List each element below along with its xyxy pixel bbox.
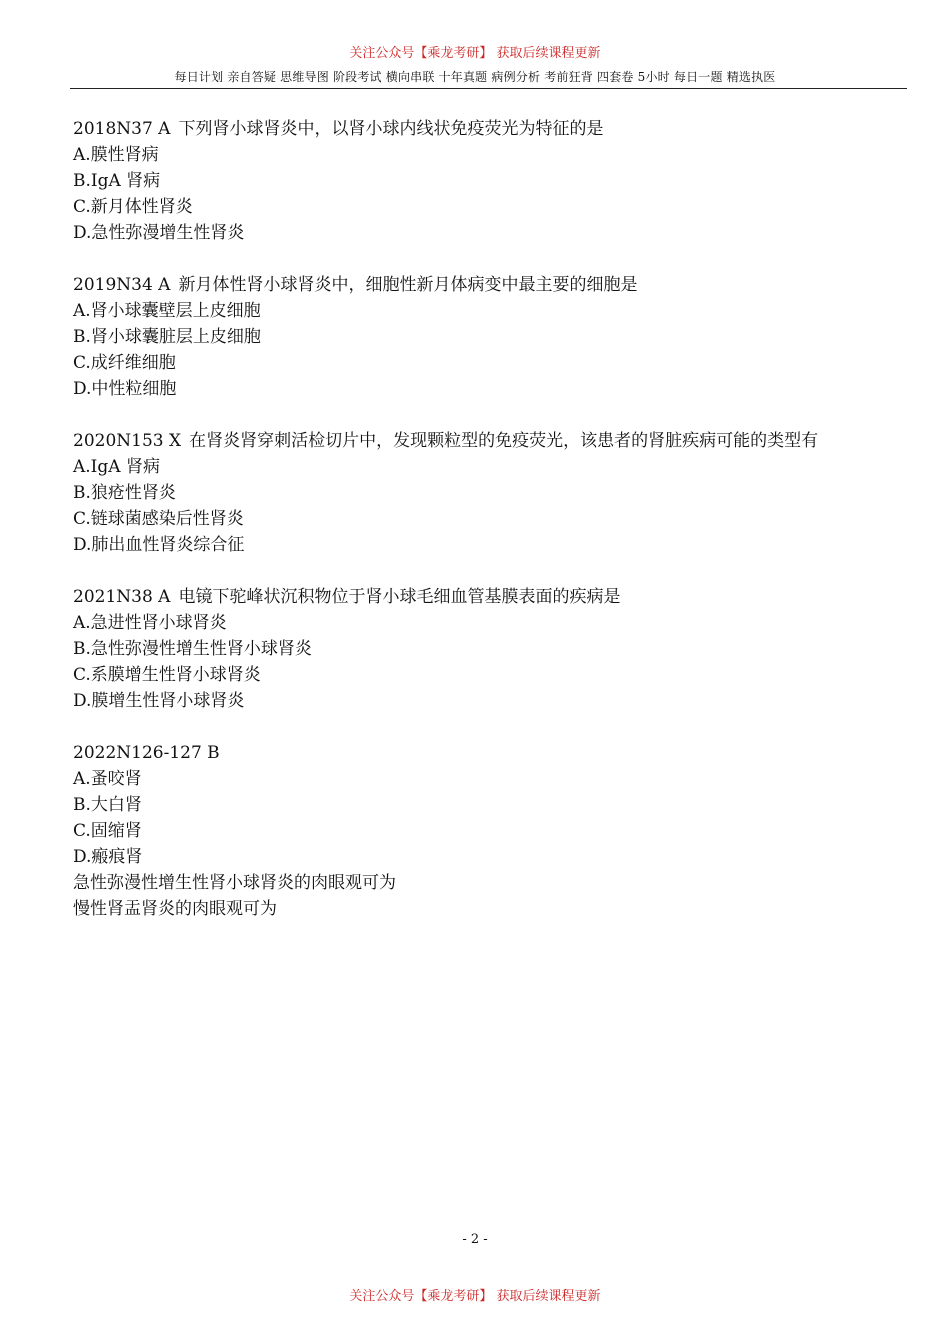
question-text: 电镜下驼峰状沉积物位于肾小球毛细血管基膜表面的疾病是 bbox=[178, 587, 621, 607]
question-code: 2018N37 A bbox=[73, 119, 171, 139]
question-block bbox=[73, 116, 903, 246]
question-stem bbox=[73, 584, 903, 610]
question-text: 新月体性肾小球肾炎中，细胞性新月体病变中最主要的细胞是 bbox=[178, 275, 638, 295]
question-block bbox=[73, 584, 903, 714]
answer-option: A.IgA 肾病 bbox=[73, 457, 160, 477]
page-number: - 2 - bbox=[462, 1232, 488, 1247]
question-stem bbox=[73, 428, 903, 454]
answer-option: A.急进性肾小球肾炎 bbox=[73, 613, 227, 633]
answer-option: B.急性弥漫性增生性肾小球肾炎 bbox=[73, 639, 312, 659]
answer-option: B.肾小球囊脏层上皮细胞 bbox=[73, 327, 261, 347]
question-stem bbox=[73, 272, 903, 298]
question-code: 2020N153 X bbox=[73, 431, 182, 451]
top-promo-banner: 关注公众号【乘龙考研】 获取后续课程更新 bbox=[349, 46, 601, 61]
answer-option: D.肺出血性肾炎综合征 bbox=[73, 535, 245, 555]
question-block bbox=[73, 428, 903, 558]
bottom-promo-banner: 关注公众号【乘龙考研】 获取后续课程更新 bbox=[349, 1289, 601, 1304]
answer-option: A.肾小球囊壁层上皮细胞 bbox=[73, 301, 261, 321]
answer-option: D.急性弥漫增生性肾炎 bbox=[73, 223, 245, 243]
header-divider bbox=[70, 88, 907, 89]
sub-question-text: 急性弥漫性增生性肾小球肾炎的肉眼观可为 bbox=[73, 873, 396, 893]
sub-question-text: 慢性肾盂肾炎的肉眼观可为 bbox=[73, 899, 277, 919]
question-list bbox=[73, 116, 903, 948]
question-stem bbox=[73, 116, 903, 142]
answer-option: D.膜增生性肾小球肾炎 bbox=[73, 691, 245, 711]
answer-option: B.大白肾 bbox=[73, 795, 142, 815]
answer-option: D.中性粒细胞 bbox=[73, 379, 177, 399]
answer-option: C.系膜增生性肾小球肾炎 bbox=[73, 665, 261, 685]
answer-option: C.新月体性肾炎 bbox=[73, 197, 193, 217]
question-text: 下列肾小球肾炎中，以肾小球内线状免疫荧光为特征的是 bbox=[178, 119, 604, 139]
answer-option: D.瘢痕肾 bbox=[73, 847, 143, 867]
question-stem bbox=[73, 740, 903, 766]
answer-option: B.IgA 肾病 bbox=[73, 171, 161, 191]
answer-option: A.膜性肾病 bbox=[73, 145, 159, 165]
question-block bbox=[73, 740, 903, 922]
answer-option: C.链球菌感染后性肾炎 bbox=[73, 509, 244, 529]
answer-option: C.成纤维细胞 bbox=[73, 353, 176, 373]
question-code: 2019N34 A bbox=[73, 275, 171, 295]
answer-option: A.蚤咬肾 bbox=[73, 769, 142, 789]
answer-option: B.狼疮性肾炎 bbox=[73, 483, 176, 503]
question-code: 2022N126-127 B bbox=[73, 743, 220, 763]
question-text: 在肾炎肾穿刺活检切片中，发现颗粒型的免疫荧光，该患者的肾脏疾病可能的类型有 bbox=[189, 431, 819, 451]
header-feature-list: 每日计划 亲自答疑 思维导图 阶段考试 横向串联 十年真题 病例分析 考前狂背 四套卷 5小时 每日一题 精选执医 bbox=[174, 70, 776, 84]
question-code: 2021N38 A bbox=[73, 587, 171, 607]
answer-option: C.固缩肾 bbox=[73, 821, 142, 841]
question-block bbox=[73, 272, 903, 402]
